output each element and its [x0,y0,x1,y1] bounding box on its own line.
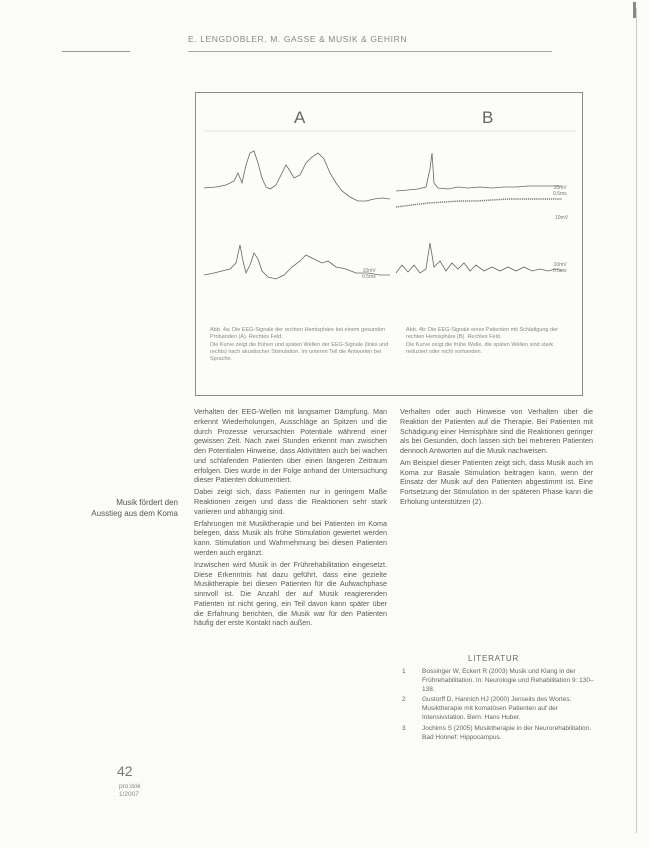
eeg-figure [195,92,583,396]
caption-b-line-1: Abb. 4b: Die EEG-Signale eines Patienten mit Schädigung der rechten Hemisphäre (B). Rechtes Feld. [406,327,558,341]
caption-a-line-1: Abb. 4a: Die EEG-Signale der rechten Hemisphäre bei einem gesunden Probanden (A). Rechtes Feld. [210,327,386,341]
literature-text: Gustorff D, Hannich HJ (2000) Jenseits des Wortes. Musiktherapie mit komatösen Patienten auf der Intensivstation. Bern: Hans Huber. [422,696,572,722]
figure-caption-b [406,327,574,356]
scale-bar-b-low: 10mV 0.5ms [553,262,567,274]
trace-b-top [396,153,562,191]
header-rule-left [62,51,130,52]
literature-item [400,668,595,694]
literature-item [400,725,595,743]
trace-a-top [204,151,390,201]
journal-name: pro:dok 1/2007 [119,783,141,799]
margin-note: Musik fördert den Ausstieg aus dem Koma [91,498,178,519]
literature-number: 2 [402,696,406,704]
literature-text: Bossinger W, Eckert R (2003) Musik und Klang in der Frührehabilitation. In: Neurologie und Rehabilitation 9: 130–138. [422,668,594,693]
caption-b-line-2: Die Kurve zeigt die frühe Welle, die späten Wellen sind stark reduziert oder nicht vorhanden. [406,341,554,355]
literature-number: 1 [402,668,406,675]
literature-text: Jochims S (2005) Musiktherapie in der Neurorehabilitation. Bad Honnef: Hippocampus. [422,724,592,741]
body-paragraph: Inzwischen wird Musik in der Frührehabilitation eingesetzt. Diese Erkenntnis hat dazu geführt, dass eine gezielte Musiktherapie bei diesen Patienten für die Aufwachphase sinnvoll ist. Die Anzahl der auf Musik reagierenden Patienten ist nicht gering, ein Teil davon kann später über die Erfahrung berichten, die Musik war für den Patienten häufig der erste Kontakt nach außen. [194,559,387,628]
page-number: 42 [117,763,133,779]
body-paragraph: Verhalten der EEG-Wellen mit langsamer Dämpfung. Man erkennt Wiederholungen, Ausschläge an Spitzen und die durch Prozesse verursachten Potentiale während einer gewissen Zeit. Nach zwei Stunden erkennt man zwischen den Potentialen Hinweise, dass Aktivitäten auch bei wachen und schlafenden Patienten über einen längeren Zeitraum erfolgen. Dies wurde in der Folge anhand der Untersuchung dieser Patienten dokumentiert. [194,407,387,485]
trace-b-mid [396,199,562,207]
caption-a-line-2: Die Kurve zeigt die frühen und späten Wellen der EEG-Signale (links und rechts) nach akustischer Stimulation. Im unteren Teil die Antworten bei Sprache. [210,341,389,362]
trace-b-bottom [396,243,562,273]
scale-bar-b-mid: 10mV [555,215,569,221]
body-paragraph: Am Beispiel dieser Patienten zeigt sich, dass Musik auch im Koma zur Basale Stimulation beitragen kann, wenn der Einsatz der Musik auf den Patienten abgestimmt ist. Eine Fortsetzung der Stimulation in der späteren Phase kann die Erholung unterstützen (2). [400,457,593,507]
scale-bar-b-top: 10mV 0.5ms [553,185,567,197]
body-column-right [400,407,593,509]
scale-bar-a-low: 10mV 0.5ms [362,268,376,280]
body-paragraph: Verhalten oder auch Hinweise von Verhalten über die Reaktion der Patienten auf die Therapie. Bei Patienten mit Schädigung einer Hemisphäre sind die Reaktionen geringer als bei Gesunden, doch lassen sich bei mehreren Patienten dennoch Antworten auf die Musik nachweisen. [400,407,593,456]
body-paragraph: Erfahrungen mit Musiktherapie und bei Patienten im Koma belegen, dass Musik als frühe Stimulation gewertet werden kann. Stimulation und Wahrnehmung bei diesen Patienten werden auch ergänzt. [194,518,387,557]
figure-caption-a [210,327,392,363]
panel-a-label: A [294,108,306,127]
scan-edge-line [636,8,637,833]
running-head: E. LENGDOBLER, M. GASSE & MUSIK & GEHIRN [188,34,408,44]
literature-item [400,696,595,722]
literature-number: 3 [402,724,406,732]
literature-heading: LITERATUR [468,654,520,663]
body-paragraph: Dabei zeigt sich, dass Patienten nur in geringem Maße Reaktionen zeigen und dass die Reaktionen sehr stark variieren und abhängig sind. [194,487,387,516]
panel-b-label: B [482,108,494,127]
literature-list [400,668,595,745]
header-rule [188,51,552,52]
body-column-left [194,407,387,630]
